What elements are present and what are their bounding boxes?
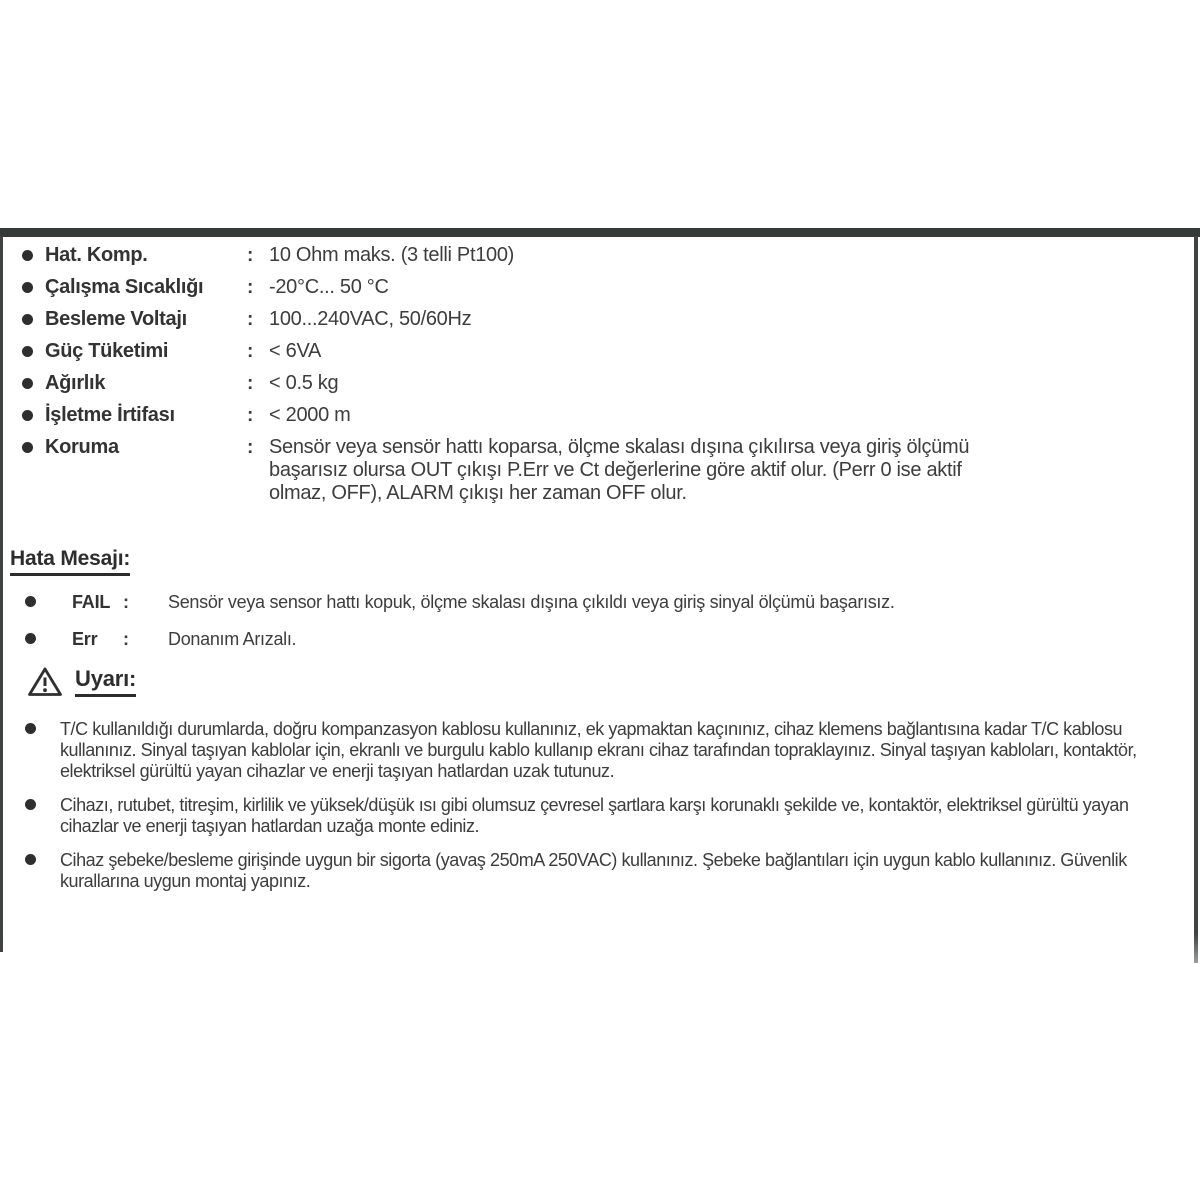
spec-value: -20°C... 50 °C (269, 276, 389, 298)
spec-label: Güç Tüketimi (45, 340, 169, 362)
spec-row-hat-komp (0, 244, 1200, 267)
spec-row-isletme-irtifasi (0, 404, 1200, 427)
spec-colon: : (247, 437, 254, 458)
warning-text: Cihazı, rutubet, titreşim, kirlilik ve yüksek/düşük ısı gibi olumsuz çevresel şartlara karşı korunaklı şekilde ve, kontaktör, elektriksel gürültü yayan cihazlar ve enerji taşıyan hatlardan uzağa monte ediniz. (60, 795, 1129, 836)
error-row-err (0, 628, 1200, 650)
spec-colon: : (247, 373, 254, 394)
spec-label: Ağırlık (45, 372, 106, 394)
error-code: FAIL (72, 592, 111, 612)
error-colon: : (123, 629, 129, 649)
spec-value: 10 Ohm maks. (3 telli Pt100) (269, 244, 515, 266)
warning-triangle-icon (27, 666, 63, 697)
spec-list (0, 244, 1200, 514)
bullet-icon (25, 799, 36, 810)
spec-colon: : (247, 341, 254, 362)
spec-value: < 0.5 kg (269, 372, 339, 394)
bullet-icon (22, 410, 33, 421)
spec-value: Sensör veya sensör hattı koparsa, ölçme skalası dışına çıkılırsa veya giriş ölçümü başarısız olursa OUT çıkışı P.Err ve Ct değerlerine göre aktif olur. (Perr 0 ise aktif olmaz, OFF), ALARM çıkışı her zaman OFF olur. (269, 436, 970, 504)
error-description: Donanım Arızalı. (168, 629, 297, 649)
spec-value: < 6VA (269, 340, 322, 362)
spec-label: İşletme İrtifası (45, 404, 175, 426)
warning-item (0, 850, 1200, 892)
error-colon: : (123, 592, 129, 612)
warning-text: Cihaz şebeke/besleme girişinde uygun bir sigorta (yavaş 250mA 250VAC) kullanınız. Şebeke bağlantıları için uygun kablo kullanınız. Güvenlik kurallarına uygun montaj yapınız. (60, 850, 1127, 891)
bullet-icon (22, 378, 33, 389)
error-code: Err (72, 629, 98, 649)
spec-row-guc-tuketimi (0, 340, 1200, 363)
warning-item (0, 795, 1200, 837)
bullet-icon (22, 250, 33, 261)
bullet-icon (25, 854, 36, 865)
spec-label: Hat. Komp. (45, 244, 148, 266)
spec-row-agirlik (0, 372, 1200, 395)
bullet-icon (25, 723, 36, 734)
spec-row-calisma-sicakligi (0, 276, 1200, 299)
spec-colon: : (247, 277, 254, 298)
bullet-icon (22, 442, 33, 453)
spec-label: Çalışma Sıcaklığı (45, 276, 204, 298)
bullet-icon (22, 314, 33, 325)
spec-colon: : (247, 405, 254, 426)
warning-item (0, 719, 1200, 782)
spec-row-besleme-voltaji (0, 308, 1200, 331)
bullet-icon (22, 282, 33, 293)
error-message-section (0, 547, 1200, 650)
bullet-icon (25, 633, 36, 644)
bullet-icon (22, 346, 33, 357)
warning-text: T/C kullanıldığı durumlarda, doğru kompanzasyon kablosu kullanınız, ek yapmaktan kaçınınız, cihaz klemens bağlantısına kadar T/C kablosu kullanınız. Sinyal taşıyan kablolar için, ekranlı ve burgulu kablo kullanıp ekranı cihaz tarafından topraklayınız. Sinyal taşıyan kabloları, kontaktör, elektriksel gürültü yayan cihazlar ve enerji taşıyan hatlardan uzak tutunuz. (60, 719, 1137, 781)
spec-value: 100...240VAC, 50/60Hz (269, 308, 472, 330)
spec-label: Koruma (45, 436, 119, 458)
error-description: Sensör veya sensor hattı kopuk, ölçme skalası dışına çıkıldı veya giriş sinyal ölçümü başarısız. (168, 592, 895, 612)
warning-section (0, 666, 1200, 892)
spec-colon: : (247, 309, 254, 330)
spec-label: Besleme Voltajı (45, 308, 187, 330)
error-row-fail (0, 591, 1200, 613)
spec-row-koruma (0, 436, 1200, 505)
error-section-heading: Hata Mesajı: (10, 547, 130, 576)
warning-header (0, 666, 1200, 697)
spec-colon: : (247, 245, 254, 266)
bullet-icon (25, 596, 36, 607)
warning-heading: Uyarı: (75, 666, 136, 697)
top-divider-rule (0, 228, 1200, 237)
spec-value: < 2000 m (269, 404, 351, 426)
